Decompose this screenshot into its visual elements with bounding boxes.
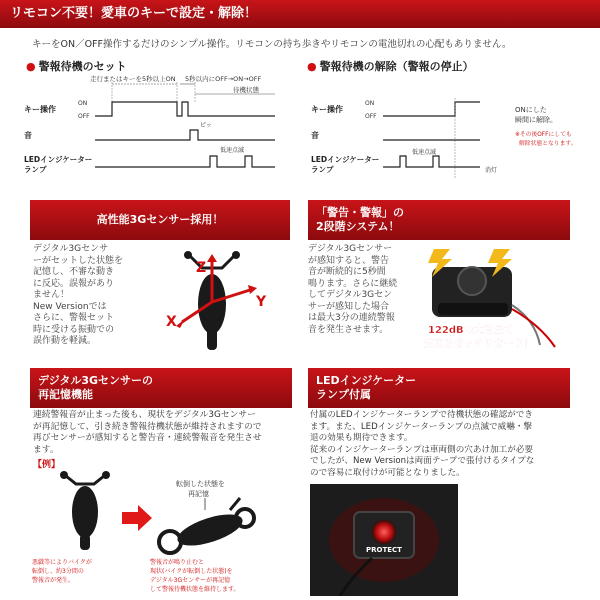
- alarm-head-line-1: 「警告・警報」の: [316, 206, 404, 219]
- text-line: 付属のLEDインジケーターランプで待機状態の確認ができ: [310, 410, 533, 420]
- memory-panel-head: [30, 368, 292, 408]
- release-slow-blink: 低速点滅: [412, 149, 437, 156]
- memory-head-line-1: デジタル3Gセンサーの: [38, 374, 154, 387]
- bullet-icon: ●: [26, 60, 36, 73]
- release-on-label: ON: [365, 100, 375, 107]
- text-line: 従来のインジケーターランプは車両側の穴あけ加工が必要: [310, 444, 534, 455]
- set-led-waveform: [95, 156, 275, 167]
- release-timing-chart: [305, 72, 595, 182]
- text-line: 時に受ける振動での: [33, 324, 115, 335]
- text-line: 音が断続的に5秒間: [308, 267, 386, 277]
- text-line: 連続警報音が止まった後も、現状をデジタル3Gセンサー: [33, 410, 257, 420]
- text-line: ーがセットした状態を: [33, 255, 124, 266]
- release-led-label-2: ランプ: [311, 165, 334, 174]
- set-title-text: 警報待機のセット: [38, 60, 127, 73]
- cap-right-4: して警報待機状態を維持します。: [150, 586, 240, 593]
- alarm-caption-1: 122dBの大音量で: [428, 325, 514, 336]
- text-line: 音を発生させます。: [308, 324, 389, 335]
- text-line: 記憶し、不審な動き: [33, 267, 115, 277]
- text-line: に反応。誤報があり: [33, 278, 115, 289]
- release-warn-2: 解除状態となります。: [519, 141, 577, 147]
- alarm-caption-2: 愛車をガッチリガード！: [424, 339, 534, 350]
- text-line: 再びセンサーが感知すると警告音・連続警報音を発生させ: [33, 433, 262, 443]
- set-pi-label: ピッ: [200, 122, 212, 129]
- top-banner: リモコン不要！愛車のキーで設定・解除！: [0, 0, 600, 28]
- text-line: New Versionでは: [33, 301, 107, 312]
- axis-y-label: Y: [256, 294, 267, 310]
- cap-right-3: デジタル3Gセンサーが再記憶: [150, 577, 231, 584]
- axis-z-label: Z: [196, 260, 207, 276]
- upright-motorcycle-icon: [60, 471, 110, 550]
- set-on-label: ON: [78, 100, 88, 107]
- release-sound-label: 音: [311, 131, 319, 140]
- bullet-icon: ●: [307, 60, 317, 73]
- set-led-label-2: ランプ: [24, 165, 47, 174]
- release-led-waveform: [383, 156, 480, 167]
- led-panel-text: [310, 410, 578, 479]
- fallen-label-2: 再記憶: [188, 490, 209, 498]
- axis-x-label: X: [166, 314, 177, 330]
- memory-illustration: [30, 470, 300, 598]
- release-off-label: OFF: [365, 113, 377, 120]
- led-head-line-2: ランプ付属: [316, 388, 371, 401]
- led-panel-head: [308, 368, 570, 408]
- set-sound-label: 音: [24, 131, 32, 140]
- alarm-head-line-2: 2段階システム！: [316, 220, 400, 233]
- set-key-waveform: [95, 102, 275, 116]
- alarm-panel-head: [308, 200, 570, 240]
- set-off-label: OFF: [78, 113, 90, 120]
- led-head-line-1: LEDインジケーター: [316, 374, 417, 387]
- set-note-quick: 5秒以内にOFF→ON→OFF: [185, 75, 262, 83]
- set-key-label: キー操作: [24, 105, 56, 114]
- text-line: ます。: [33, 444, 59, 455]
- text-line: が感知すると、警告: [308, 255, 390, 266]
- text-line: ので容易に取付けが可能となりました。: [310, 467, 465, 478]
- led-lamp-label: PROTECT: [366, 546, 402, 554]
- example-label: 【例】: [33, 460, 61, 470]
- arrow-right-icon: [122, 505, 152, 531]
- text-line: が再記憶して、引き続き警報待機状態が維持されますので: [33, 421, 262, 432]
- release-off-light: 消灯: [485, 167, 498, 174]
- set-led-label-1: LEDインジケーター: [24, 155, 93, 164]
- text-line: 誤作動を軽減。: [33, 336, 97, 346]
- release-note-1: ONにした: [515, 106, 547, 114]
- set-timing-chart: [20, 72, 290, 182]
- release-key-label: キー操作: [311, 105, 343, 114]
- text-line: デジタル3Gセンサー: [308, 244, 393, 254]
- siren-device-illustration: [420, 245, 580, 355]
- set-slow-blink: 低速点滅: [220, 147, 245, 154]
- led-lamp-photo: [310, 484, 458, 596]
- memory-panel-text: [33, 410, 299, 456]
- fallen-motorcycle-icon: [159, 498, 254, 553]
- release-key-waveform: [383, 102, 480, 116]
- set-note-on: 走行またはキーを5秒以上ON: [90, 75, 176, 83]
- release-title-text: 警報待機の解除（警報の停止）: [319, 60, 474, 73]
- sensor-panel-text: [33, 244, 133, 348]
- text-line: は最大3分の連続警報: [308, 313, 395, 323]
- fallen-label-1: 転倒した状態を: [176, 480, 225, 488]
- cap-right-2: 現状(バイクが転倒した状態)を: [150, 568, 233, 575]
- text-line: サーが感知した場合: [308, 301, 390, 312]
- cap-left-3: 警報音が発生。: [32, 577, 75, 584]
- text-line: 鳴ります。さらに継続: [308, 278, 398, 289]
- memory-head-line-2: 再記憶機能: [38, 388, 93, 401]
- set-sound-waveform: [95, 130, 275, 140]
- text-line: さらに、警報セット: [33, 313, 115, 323]
- cap-right-1: 警報音が鳴り止むと: [150, 559, 205, 566]
- text-line: デジタル3Gセンサ: [33, 244, 109, 254]
- text-line: 退の効果も期待できます。: [310, 433, 413, 443]
- text-line: してデジタル3Gセン: [308, 290, 393, 300]
- sensor-panel-head: 高性能3Gセンサー採用！: [30, 200, 290, 240]
- cap-left-2: 転倒し、約3分間の: [32, 568, 84, 575]
- motorcycle-axes-illustration: [160, 246, 290, 356]
- text-line: でしたが、New Versionは両面テープで張付けるタイプな: [310, 456, 535, 466]
- text-line: ます。また、LEDインジケーターランプの点滅で威嚇・撃: [310, 421, 533, 432]
- cap-left-1: 悪戯等によりバイクが: [32, 559, 92, 566]
- alarm-panel-text: [308, 244, 420, 336]
- release-warn-1: ※その後OFFにしても: [515, 132, 572, 138]
- release-led-label-1: LEDインジケーター: [311, 155, 380, 164]
- release-note-2: 瞬間に解除。: [515, 116, 557, 124]
- set-note-standby: 待機状態: [233, 86, 259, 94]
- text-line: ません！: [33, 290, 70, 300]
- intro-text: キーをON／OFF操作するだけのシンプル操作。リモコンの持ち歩きやリモコンの電池切れの心配もありません。: [32, 39, 512, 50]
